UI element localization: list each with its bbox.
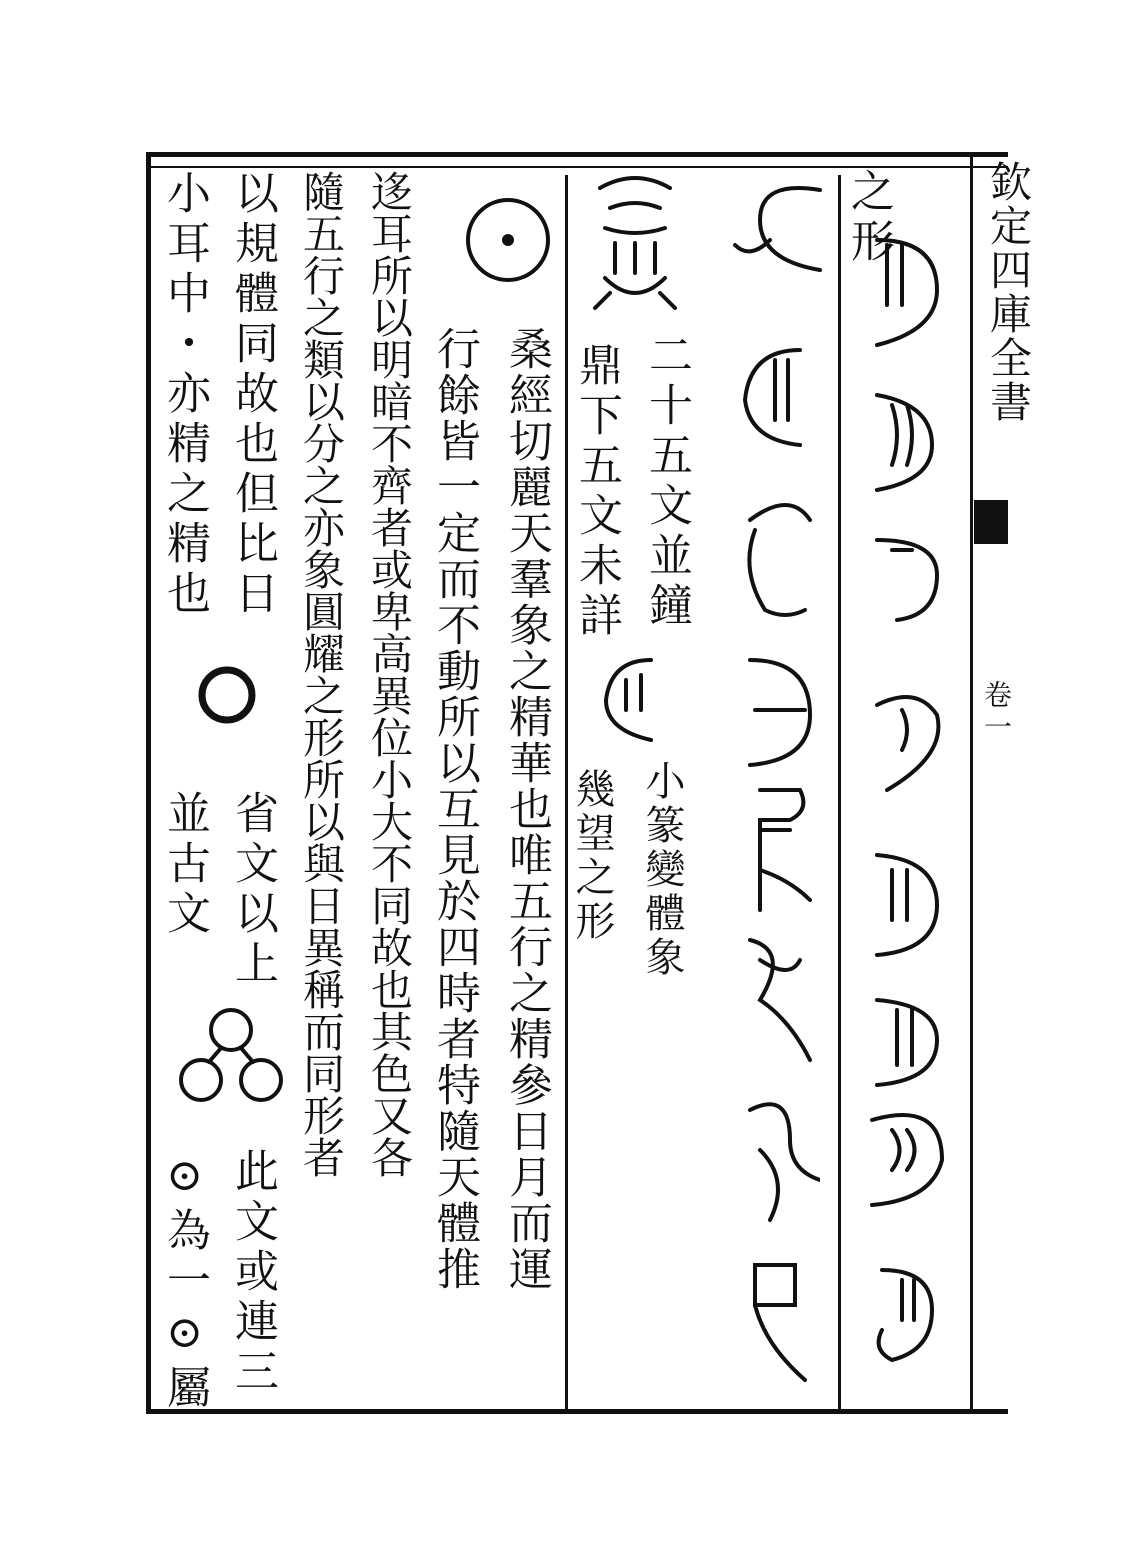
bell-ornament-glyph — [580, 168, 690, 318]
book-title: 欽定四庫全書 — [984, 160, 1033, 424]
text-column: 省文以上 — [227, 790, 278, 990]
moon-seal-glyph — [730, 930, 820, 1070]
text-column: 並古文 — [159, 790, 210, 940]
text-column: 二十五文並鐘 — [641, 332, 692, 632]
column-rule — [838, 175, 841, 1413]
moon-seal-glyph — [862, 525, 952, 625]
moon-seal-glyph — [862, 225, 952, 355]
text-column: 之形 — [843, 168, 894, 268]
moon-seal-glyph — [730, 170, 830, 300]
volume-label: 卷一 — [980, 680, 1013, 744]
moon-seal-glyph — [730, 650, 820, 770]
moon-seal-glyph — [596, 640, 676, 750]
circle-glyph — [192, 660, 262, 730]
moon-seal-glyph — [862, 1100, 952, 1210]
text-column: 此文或連三 — [227, 1148, 278, 1398]
moon-seal-glyph — [862, 990, 952, 1090]
moon-seal-glyph — [862, 840, 952, 960]
text-column: 幾望之形 — [569, 768, 615, 944]
text-column: 小耳中・亦精之精也 — [159, 170, 210, 620]
moon-seal-glyph — [730, 490, 820, 620]
moon-seal-glyph — [862, 1250, 952, 1390]
fishtail-mark — [974, 500, 1008, 544]
moon-seal-glyph — [730, 1090, 820, 1230]
moon-seal-glyph — [730, 780, 820, 920]
text-column: ⊙為一⊙屬 — [159, 1150, 210, 1414]
triple-circle-glyph — [176, 1000, 286, 1110]
moon-seal-glyph — [730, 1250, 820, 1390]
text-column: 桑經切麗天羣象之精華也唯五行之精參日月而運 — [501, 326, 552, 1292]
text-column: 迻耳所以明暗不齊者或卑高異位小大不同故也其色又各 — [365, 170, 414, 1178]
moon-seal-glyph — [862, 685, 952, 805]
moon-seal-glyph — [730, 340, 820, 450]
moon-seal-glyph — [862, 385, 952, 495]
column-rule — [970, 152, 973, 1414]
text-column: 鼎下五文未詳 — [571, 342, 622, 642]
text-column: 隨五行之類以分之亦象圓耀之形所以與日異稱而同形者 — [297, 170, 346, 1178]
text-column: 行餘皆一定而不動所以互見於四時者特隨天體推 — [429, 326, 480, 1292]
text-column: 以規體同故也但比日 — [227, 170, 278, 620]
text-column: 小篆變體象 — [639, 760, 685, 980]
circle-dot-glyph — [458, 190, 558, 290]
